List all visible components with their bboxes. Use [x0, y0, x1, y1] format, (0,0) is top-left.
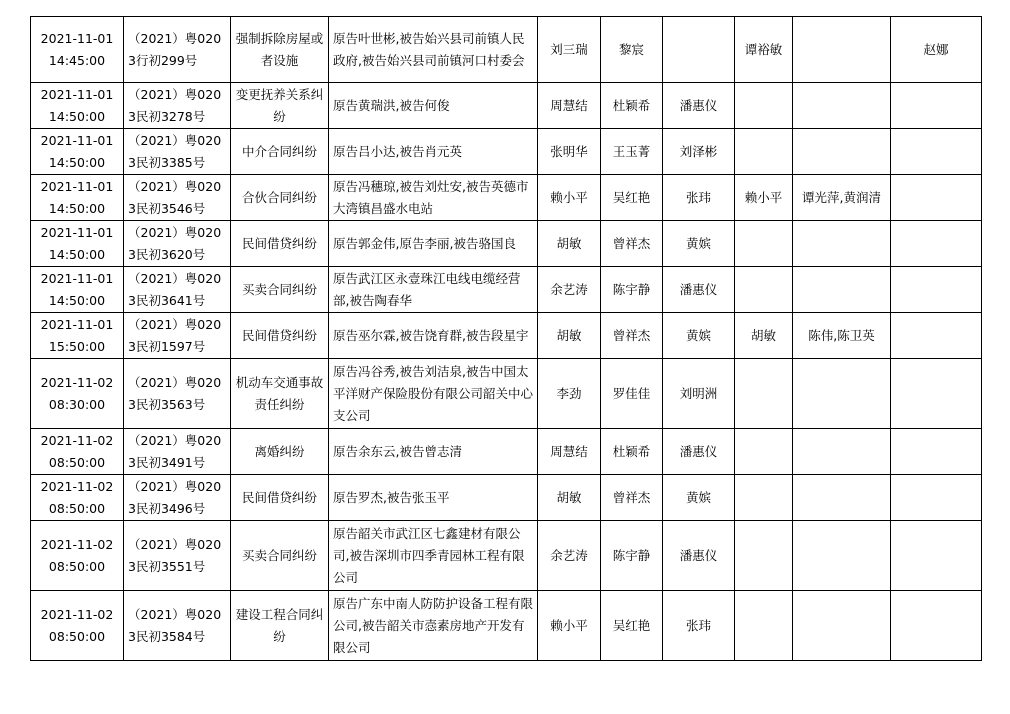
hearing-time-cell: 2021-11-01 14:50:00: [31, 83, 124, 129]
clerk-cell: 潘惠仪: [663, 267, 735, 313]
hearing-time-cell: 2021-11-02 08:50:00: [31, 429, 124, 475]
table-row: [31, 221, 982, 267]
case-number-cell: （2021）粤0203民初3546号: [124, 175, 231, 221]
panel-member-cell: 陈宇静: [601, 267, 663, 313]
clerk-cell: 潘惠仪: [663, 429, 735, 475]
case-cause-cell: 买卖合同纠纷: [231, 267, 329, 313]
panel-member-cell: 曾祥杰: [601, 475, 663, 521]
presiding-judge-cell: 胡敏: [538, 475, 601, 521]
extra-judge-cell: 胡敏: [735, 313, 793, 359]
panel-member-cell: 罗佳佳: [601, 359, 663, 429]
extra-judge-cell: [735, 475, 793, 521]
case-number-cell: （2021）粤0203民初3584号: [124, 591, 231, 661]
parties-cell: 原告罗杰,被告张玉平: [329, 475, 538, 521]
presiding-judge-cell: 赖小平: [538, 591, 601, 661]
table-row: [31, 475, 982, 521]
presiding-judge-cell: 周慧结: [538, 83, 601, 129]
case-cause-cell: 合伙合同纠纷: [231, 175, 329, 221]
hearing-time-cell: 2021-11-01 14:50:00: [31, 175, 124, 221]
clerk-cell: 刘明洲: [663, 359, 735, 429]
juror-cell: [793, 429, 891, 475]
extra-judge-cell: [735, 129, 793, 175]
juror-cell: 谭光萍,黄润清: [793, 175, 891, 221]
hearing-time-cell: 2021-11-01 15:50:00: [31, 313, 124, 359]
juror-cell: [793, 17, 891, 83]
case-number-cell: （2021）粤0203民初3278号: [124, 83, 231, 129]
case-cause-cell: 中介合同纠纷: [231, 129, 329, 175]
juror-cell: [793, 521, 891, 591]
parties-cell: 原告冯穗琼,被告刘灶安,被告英德市大湾镇昌盛水电站: [329, 175, 538, 221]
hearing-schedule-table: [30, 16, 982, 661]
panel-member-cell: 杜颖希: [601, 83, 663, 129]
case-cause-cell: 离婚纠纷: [231, 429, 329, 475]
hearing-time-cell: 2021-11-02 08:30:00: [31, 359, 124, 429]
parties-cell: 原告冯谷秀,被告刘洁泉,被告中国太平洋财产保险股份有限公司韶关中心支公司: [329, 359, 538, 429]
hearing-time-cell: 2021-11-02 08:50:00: [31, 591, 124, 661]
hearing-time-cell: 2021-11-02 08:50:00: [31, 475, 124, 521]
hearing-time-cell: 2021-11-01 14:50:00: [31, 129, 124, 175]
presiding-judge-cell: 余艺涛: [538, 521, 601, 591]
presiding-judge-cell: 张明华: [538, 129, 601, 175]
presiding-judge-cell: 胡敏: [538, 221, 601, 267]
clerk-cell: 张玮: [663, 175, 735, 221]
case-number-cell: （2021）粤0203民初3385号: [124, 129, 231, 175]
panel-member-cell: 曾祥杰: [601, 221, 663, 267]
parties-cell: 原告余东云,被告曾志清: [329, 429, 538, 475]
clerk-cell: 黄嫔: [663, 313, 735, 359]
extra-member-cell: [891, 359, 982, 429]
case-number-cell: （2021）粤0203民初3491号: [124, 429, 231, 475]
clerk-cell: 潘惠仪: [663, 521, 735, 591]
panel-member-cell: 杜颖希: [601, 429, 663, 475]
case-number-cell: （2021）粤0203民初3620号: [124, 221, 231, 267]
case-number-cell: （2021）粤0203民初1597号: [124, 313, 231, 359]
parties-cell: 原告黄瑞洪,被告何俊: [329, 83, 538, 129]
panel-member-cell: 吴红艳: [601, 591, 663, 661]
case-cause-cell: 机动车交通事故责任纠纷: [231, 359, 329, 429]
presiding-judge-cell: 李劲: [538, 359, 601, 429]
parties-cell: 原告巫尔霖,被告饶育群,被告段星宇: [329, 313, 538, 359]
clerk-cell: 刘泽彬: [663, 129, 735, 175]
table-row: [31, 591, 982, 661]
clerk-cell: 黄嫔: [663, 221, 735, 267]
juror-cell: [793, 591, 891, 661]
parties-cell: 原告叶世彬,被告始兴县司前镇人民政府,被告始兴县司前镇河口村委会: [329, 17, 538, 83]
extra-judge-cell: [735, 359, 793, 429]
case-cause-cell: 民间借贷纠纷: [231, 221, 329, 267]
hearing-time-cell: 2021-11-01 14:50:00: [31, 221, 124, 267]
case-cause-cell: 建设工程合同纠纷: [231, 591, 329, 661]
case-cause-cell: 买卖合同纠纷: [231, 521, 329, 591]
presiding-judge-cell: 赖小平: [538, 175, 601, 221]
extra-judge-cell: 赖小平: [735, 175, 793, 221]
clerk-cell: 潘惠仪: [663, 83, 735, 129]
clerk-cell: 黄嫔: [663, 475, 735, 521]
hearing-time-cell: 2021-11-02 08:50:00: [31, 521, 124, 591]
parties-cell: 原告武江区永壹珠江电线电缆经营部,被告陶春华: [329, 267, 538, 313]
case-cause-cell: 民间借贷纠纷: [231, 313, 329, 359]
table-row: [31, 83, 982, 129]
table-row: [31, 17, 982, 83]
table-row: [31, 313, 982, 359]
extra-member-cell: 赵娜: [891, 17, 982, 83]
parties-cell: 原告韶关市武江区七鑫建材有限公司,被告深圳市四季青园林工程有限公司: [329, 521, 538, 591]
extra-member-cell: [891, 83, 982, 129]
presiding-judge-cell: 胡敏: [538, 313, 601, 359]
hearing-time-cell: 2021-11-01 14:45:00: [31, 17, 124, 83]
table-row: [31, 129, 982, 175]
case-number-cell: （2021）粤0203民初3551号: [124, 521, 231, 591]
extra-judge-cell: [735, 591, 793, 661]
extra-member-cell: [891, 429, 982, 475]
presiding-judge-cell: 余艺涛: [538, 267, 601, 313]
panel-member-cell: 王玉菁: [601, 129, 663, 175]
case-number-cell: （2021）粤0203民初3496号: [124, 475, 231, 521]
juror-cell: [793, 221, 891, 267]
panel-member-cell: 曾祥杰: [601, 313, 663, 359]
extra-judge-cell: 谭裕敏: [735, 17, 793, 83]
extra-member-cell: [891, 475, 982, 521]
panel-member-cell: 黎宸: [601, 17, 663, 83]
extra-judge-cell: [735, 429, 793, 475]
juror-cell: [793, 475, 891, 521]
table-row: [31, 175, 982, 221]
hearing-time-cell: 2021-11-01 14:50:00: [31, 267, 124, 313]
extra-member-cell: [891, 129, 982, 175]
case-number-cell: （2021）粤0203民初3641号: [124, 267, 231, 313]
table-row: [31, 267, 982, 313]
juror-cell: [793, 359, 891, 429]
case-number-cell: （2021）粤0203民初3563号: [124, 359, 231, 429]
table-row: [31, 521, 982, 591]
extra-member-cell: [891, 521, 982, 591]
parties-cell: 原告广东中南人防防护设备工程有限公司,被告韶关市悫素房地产开发有限公司: [329, 591, 538, 661]
extra-member-cell: [891, 221, 982, 267]
clerk-cell: [663, 17, 735, 83]
extra-judge-cell: [735, 267, 793, 313]
juror-cell: 陈伟,陈卫英: [793, 313, 891, 359]
panel-member-cell: 陈宇静: [601, 521, 663, 591]
presiding-judge-cell: 刘三瑞: [538, 17, 601, 83]
presiding-judge-cell: 周慧结: [538, 429, 601, 475]
table-row: [31, 429, 982, 475]
extra-judge-cell: [735, 521, 793, 591]
extra-member-cell: [891, 591, 982, 661]
extra-member-cell: [891, 313, 982, 359]
extra-member-cell: [891, 267, 982, 313]
parties-cell: 原告吕小达,被告肖元英: [329, 129, 538, 175]
juror-cell: [793, 267, 891, 313]
juror-cell: [793, 83, 891, 129]
extra-member-cell: [891, 175, 982, 221]
clerk-cell: 张玮: [663, 591, 735, 661]
case-cause-cell: 强制拆除房屋或者设施: [231, 17, 329, 83]
extra-judge-cell: [735, 221, 793, 267]
case-cause-cell: 变更抚养关系纠纷: [231, 83, 329, 129]
juror-cell: [793, 129, 891, 175]
parties-cell: 原告郭金伟,原告李丽,被告骆国良: [329, 221, 538, 267]
extra-judge-cell: [735, 83, 793, 129]
case-cause-cell: 民间借贷纠纷: [231, 475, 329, 521]
table-row: [31, 359, 982, 429]
panel-member-cell: 吴红艳: [601, 175, 663, 221]
case-number-cell: （2021）粤0203行初299号: [124, 17, 231, 83]
